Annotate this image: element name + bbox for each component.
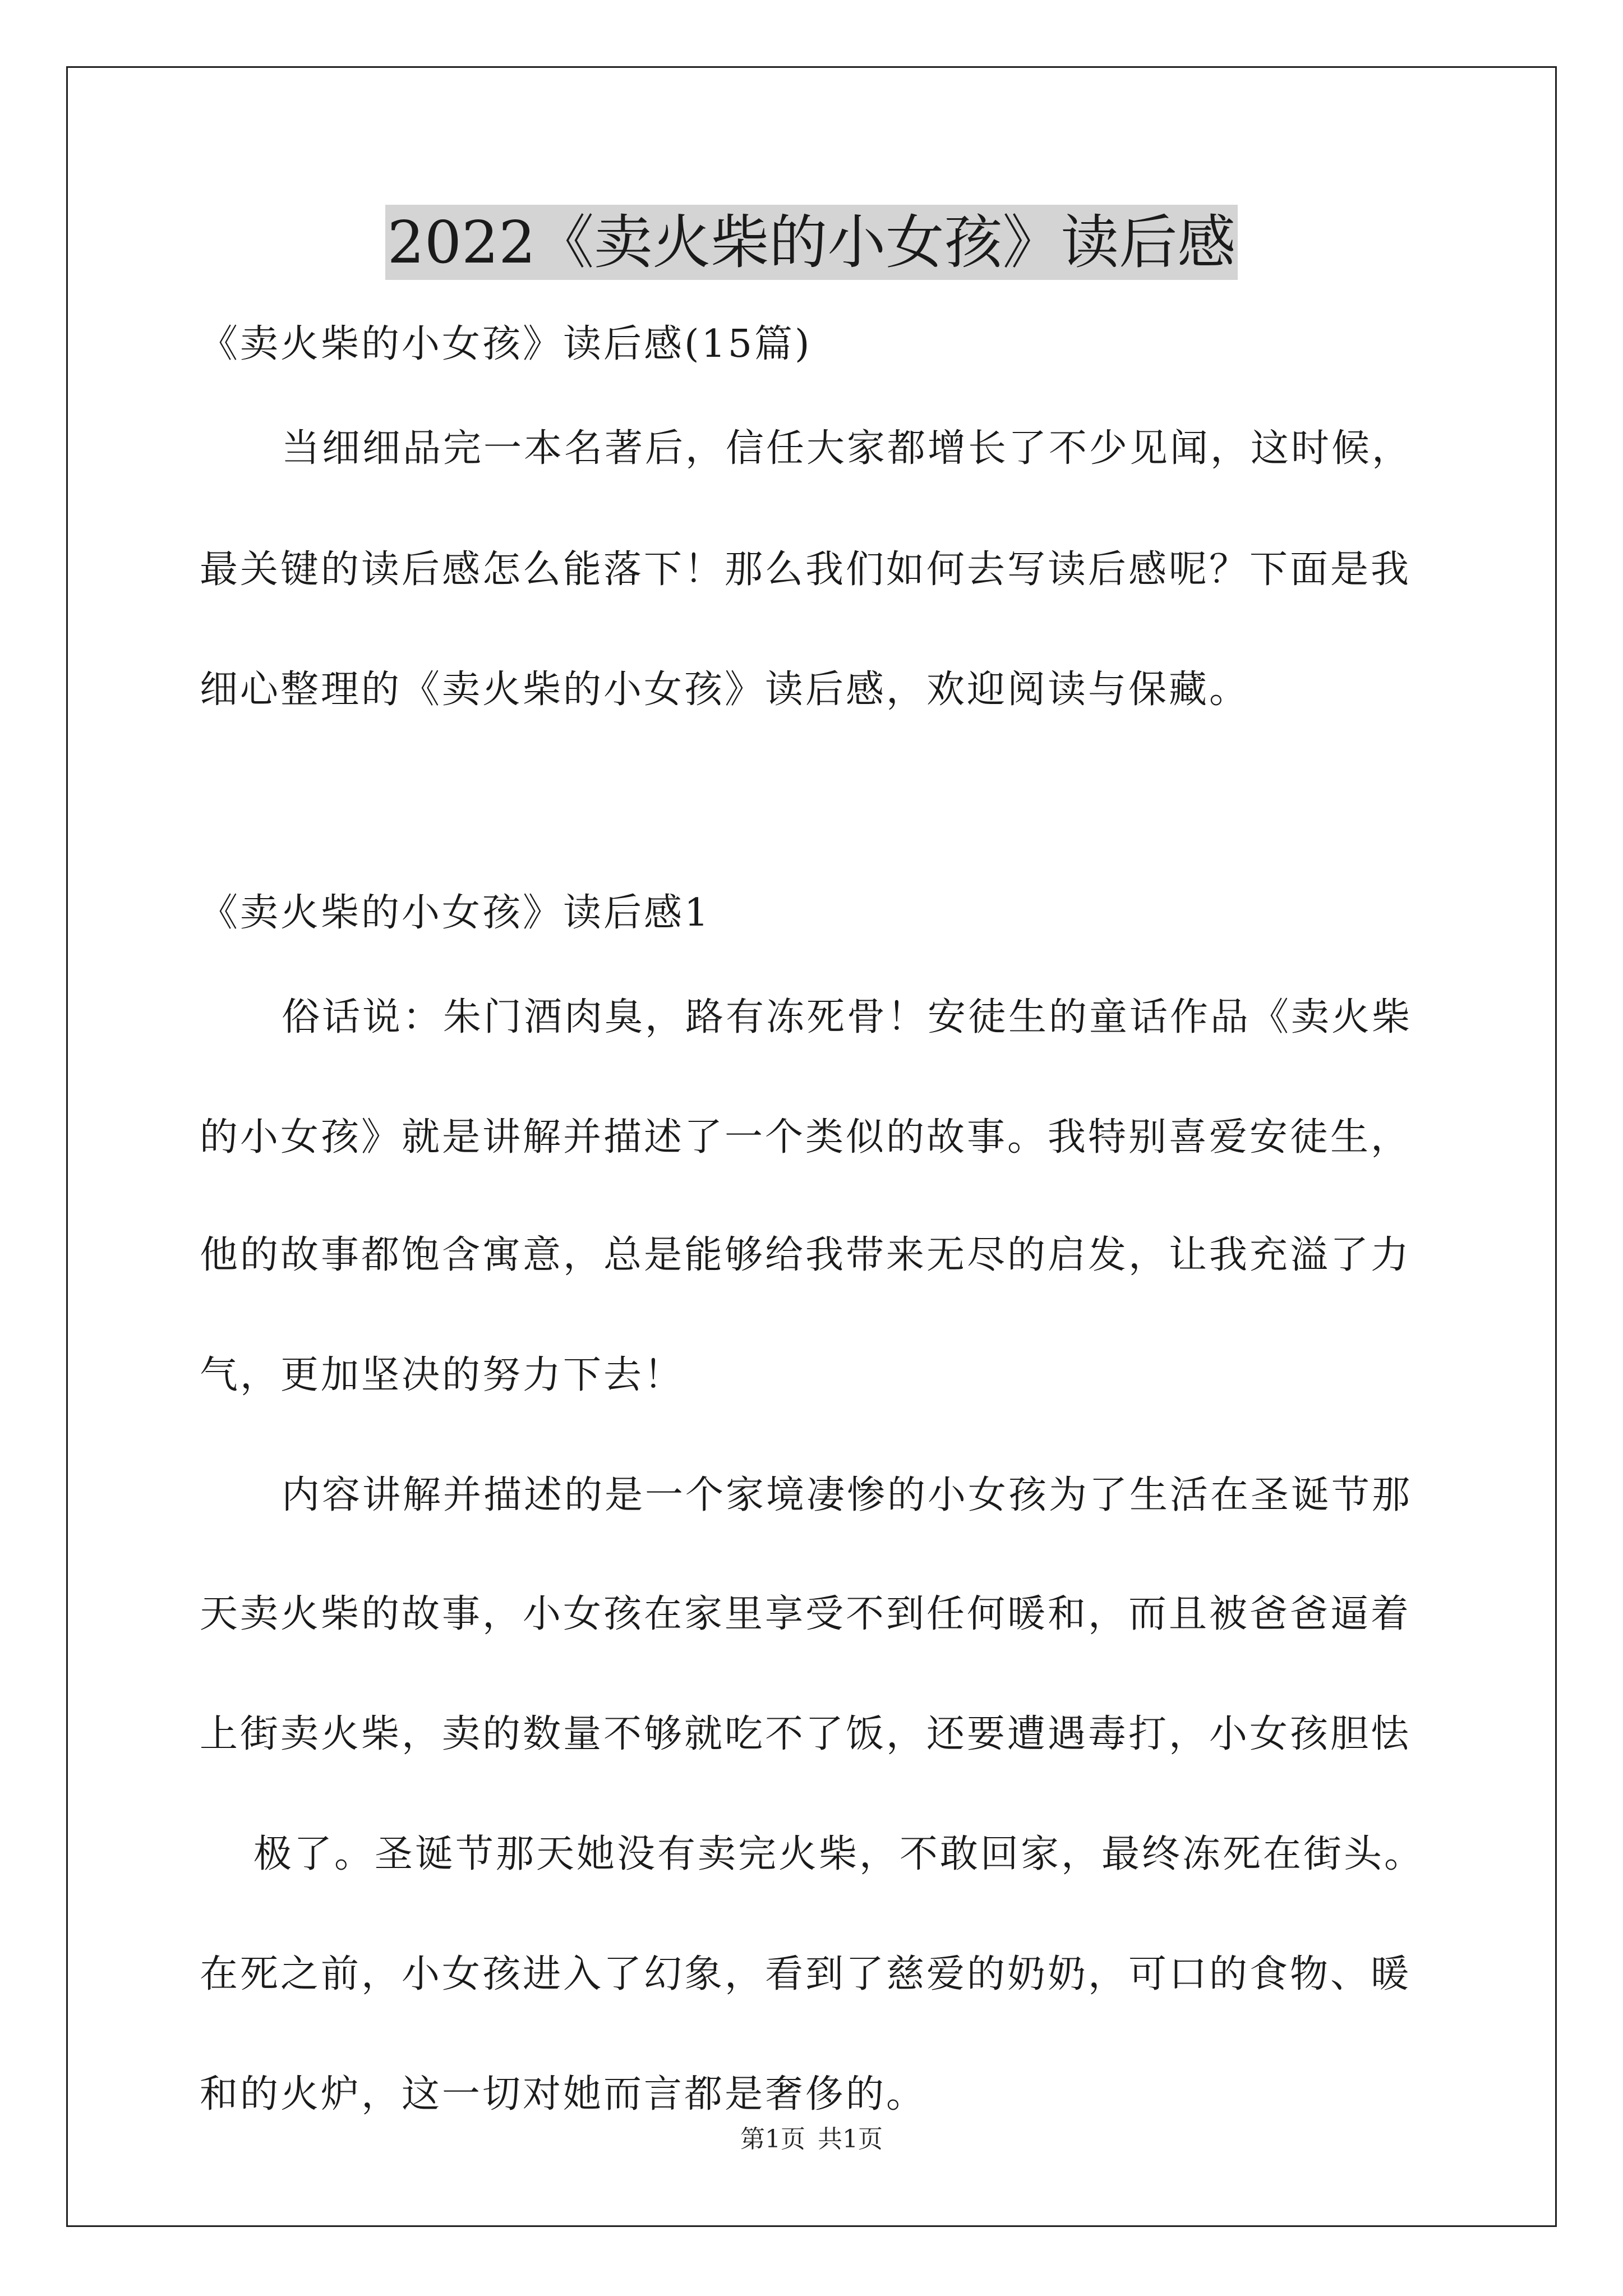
paragraph-line: 内容讲解并描述的是一个家境凄惨的小女孩为了生活在圣诞节那 [282,1473,1413,1517]
paragraph-line: 天卖火柴的故事，小女孩在家里享受不到任何暖和，而且被爸爸逼着 [200,1592,1412,1636]
paragraph-line: 气，更加坚决的努力下去！ [200,1353,685,1397]
paragraph-line: 俗话说：朱门酒肉臭，路有冻死骨！安徒生的童话作品《卖火柴 [282,995,1413,1039]
document-title [0,203,1623,282]
page-footer: 第1页 共1页 [740,2125,883,2154]
paragraph-line: 和的火炉，这一切对她而言都是奢侈的。 [200,2072,927,2116]
paragraph-line: 的小女孩》就是讲解并描述了一个类似的故事。我特别喜爱安徒生， [200,1115,1412,1159]
intro-line: 最关键的读后感怎么能落下！那么我们如何去写读后感呢？下面是我 [200,547,1412,592]
section-heading: 《卖火柴的小女孩》读后感1 [200,891,711,935]
intro-line: 细心整理的《卖火柴的小女孩》读后感，欢迎阅读与保藏。 [200,668,1250,712]
paragraph-line: 在死之前，小女孩进入了幻象，看到了慈爱的奶奶，可口的食物、暖 [200,1952,1412,1996]
paragraph-line: 他的故事都饱含寓意，总是能够给我带来无尽的启发，让我充溢了力 [200,1233,1412,1277]
document-title-text: 2022《卖火柴的小女孩》读后感 [385,205,1238,280]
intro-line: 当细细品完一本名著后，信任大家都增长了不少见闻，这时候， [282,426,1413,471]
paragraph-line: 极了。圣诞节那天她没有卖完火柴，不敢回家，最终冻死在街头。 [253,1832,1425,1876]
paragraph-line: 上街卖火柴，卖的数量不够就吃不了饭，还要遭遇毒打，小女孩胆怯 [200,1712,1412,1756]
document-subtitle: 《卖火柴的小女孩》读后感(15篇) [200,322,812,366]
